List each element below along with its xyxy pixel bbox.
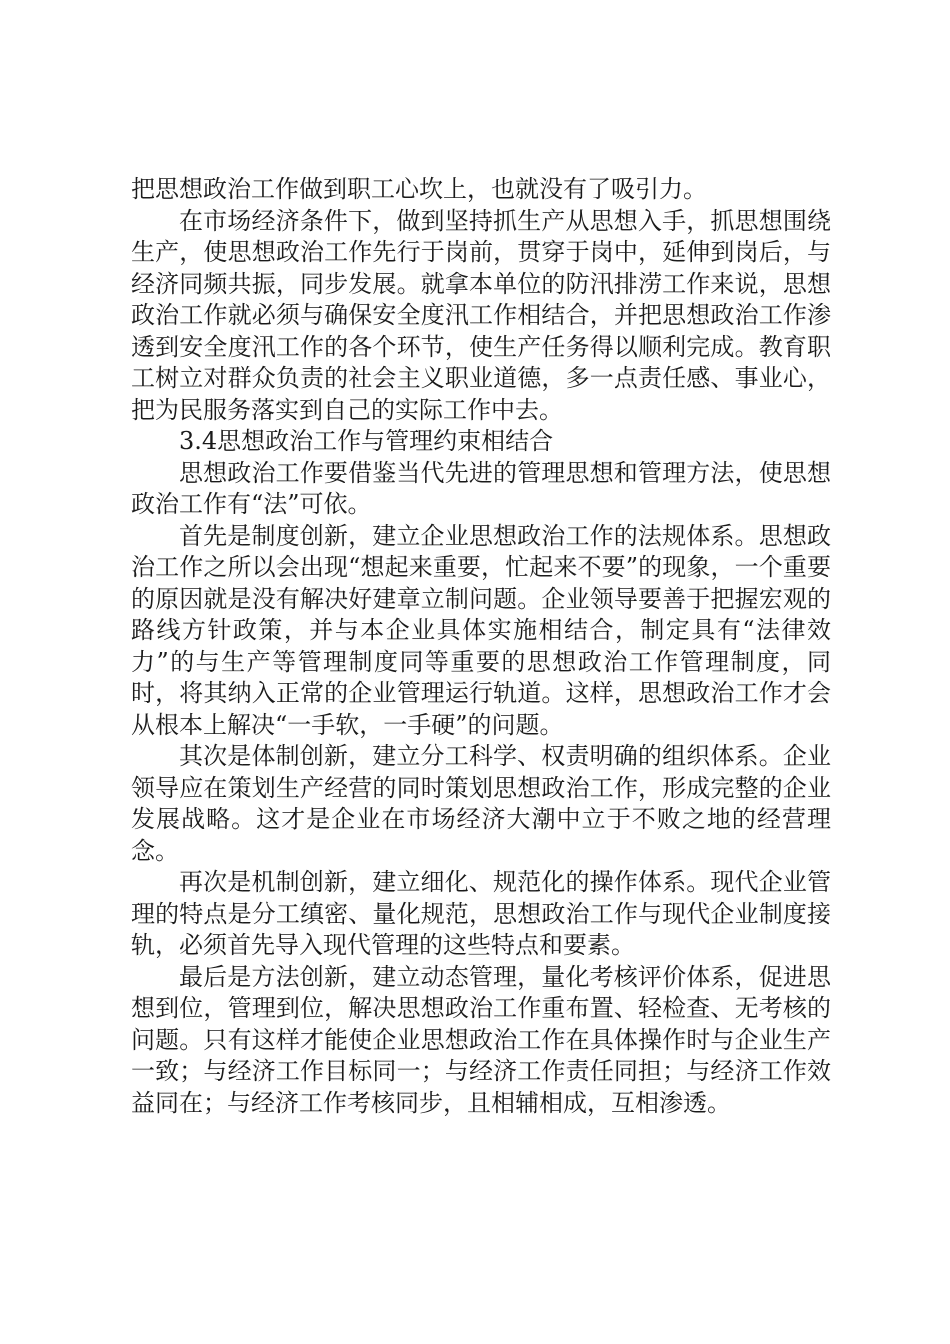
paragraph-management-methods: 思想政治工作要借鉴当代先进的管理思想和管理方法，使思想政治工作有“法”可依。 <box>131 458 831 518</box>
paragraph-system-innovation: 首先是制度创新，建立企业思想政治工作的法规体系。思想政治工作之所以会出现“想起来重要，忙起来不要”的现象，一个重要的原因就是没有解决好建章立制问题。企业领导要善于把握宏观的路线方针政策，并与本企业具体实施相结合，制定具有“法律效力”的与生产等管理制度同等重要的思想政治工作管理制度，同时，将其纳入正常的企业管理运行轨道。这样，思想政治工作才会从根本上解决“一手软，一手硬”的问题。 <box>131 521 831 739</box>
paragraph-market-economy: 在市场经济条件下，做到坚持抓生产从思想入手，抓思想围绕生产，使思想政治工作先行于岗前，贯穿于岗中，延伸到岗后，与经济同频共振，同步发展。就拿本单位的防汛排涝工作来说，思想政治工作就必须与确保安全度汛工作相结合，并把思想政治工作渗透到安全度汛工作的各个环节，使生产任务得以顺利完成。教育职工树立对群众负责的社会主义职业道德，多一点责任感、事业心，把为民服务落实到自己的实际工作中去。 <box>131 206 831 424</box>
paragraph-structure-innovation: 其次是体制创新，建立分工科学、权责明确的组织体系。企业领导应在策划生产经营的同时策划思想政治工作，形成完整的企业发展战略。这才是企业在市场经济大潮中立于不败之地的经营理念。 <box>131 742 831 865</box>
document-body <box>131 174 831 1119</box>
paragraph-method-innovation: 最后是方法创新，建立动态管理，量化考核评价体系，促进思想到位，管理到位，解决思想政治工作重布置、轻检查、无考核的问题。只有这样才能使企业思想政治工作在具体操作时与企业生产一致；与经济工作目标同一；与经济工作责任同担；与经济工作效益同在；与经济工作考核同步，且相辅相成，互相渗透。 <box>131 962 831 1117</box>
paragraph-mechanism-innovation: 再次是机制创新，建立细化、规范化的操作体系。现代企业管理的特点是分工缜密、量化规范，思想政治工作与现代企业制度接轨，必须首先导入现代管理的这些特点和要素。 <box>131 868 831 959</box>
paragraph-continuation: 把思想政治工作做到职工心坎上，也就没有了吸引力。 <box>131 175 707 203</box>
section-heading-3-4: 3.4思想政治工作与管理约束相结合 <box>179 427 554 455</box>
